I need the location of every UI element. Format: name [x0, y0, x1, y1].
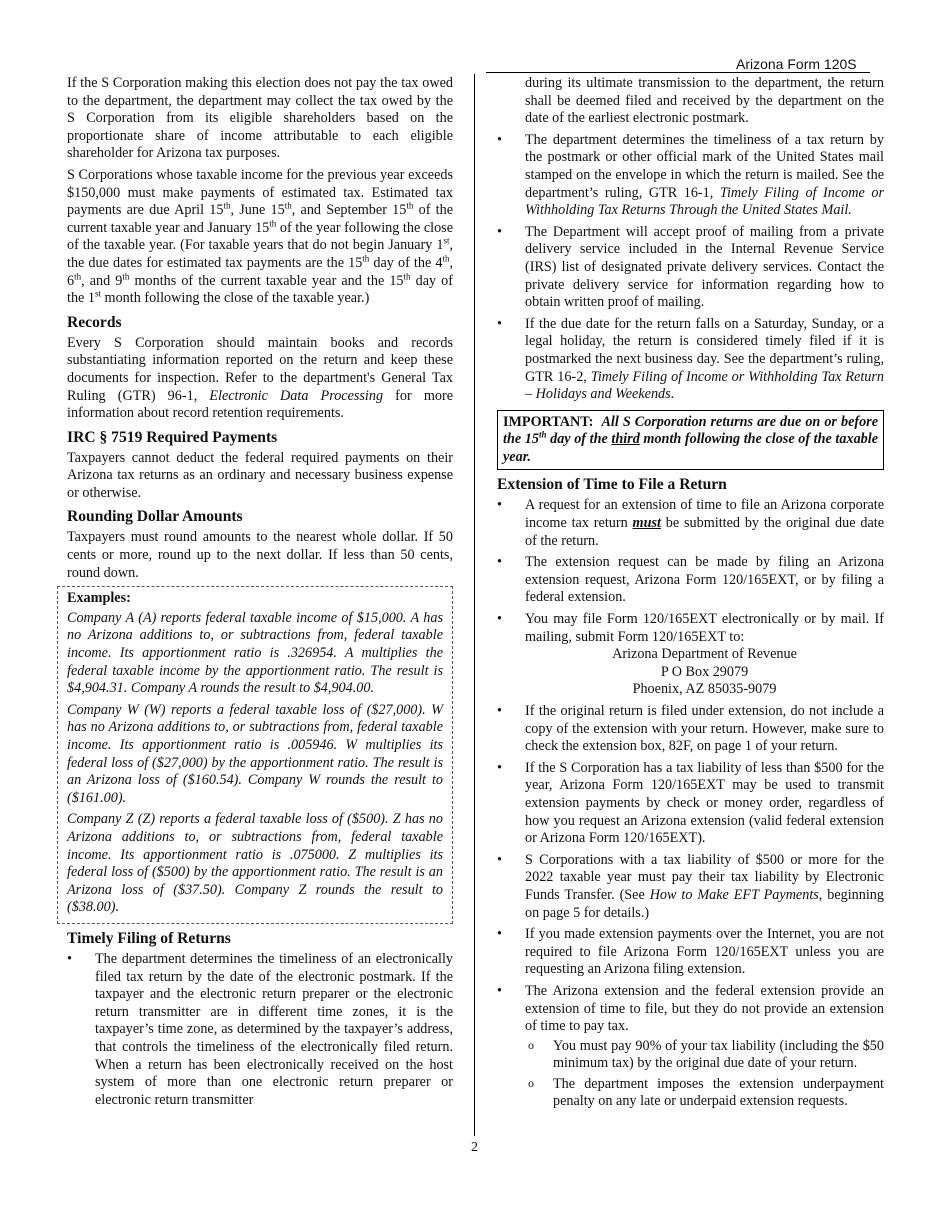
list-item-continuation: during its ultimate transmission to the department, the return shall be deemed filed and received by the department on the date of the earliest electronic postmark.: [525, 75, 884, 127]
page-number: 2: [471, 1140, 478, 1155]
examples-box: [57, 586, 453, 924]
rounding-heading: Rounding Dollar Amounts: [67, 508, 243, 526]
sub-list-item: o The department imposes the extension underpayment penalty on any late or underpaid extension requests.: [525, 1076, 884, 1111]
list-item: • You may file Form 120/165EXT electronically or by mail. If mailing, submit Form 120/165EXT to: Arizona Department of Revenue P O Box 29079 Phoenix, AZ 85035-9079: [497, 611, 884, 699]
list-item: • If the S Corporation has a tax liability of less than $500 for the year, Arizona Form 120/165EXT may be used to transmit extension payments by check or money order, regardless of how you request an Arizona extension (valid federal extension or Arizona Form 120/165EXT).: [497, 760, 884, 848]
records-paragraph: Every S Corporation should maintain books and records substantiating information reported on the return and keep these documents for inspection. Refer to the department's General Tax Ruling (GTR) 96-1, Electronic Data Processing for more information about record retention requirements.: [67, 334, 453, 422]
list-item: • The Arizona extension and the federal extension provide an extension of time to file, but they do not provide an extension of time to pay tax. o You must pay 90% of your tax liability (including the $50 minimum tax) by the original due date of your return. o The department imposes the extension underpayment penalty on any late or underpaid extension requests.: [497, 983, 884, 1111]
estimated-tax-paragraph: S Corporations whose taxable income for the previous year exceeds $150,000 must make payments of estimated tax. Estimated tax payments are due April 15th, June 15th, and September 15th of the current taxable year and January 15th of the year following the close of the taxable year. (For taxable years that do not begin January 1st, the due dates for estimated tax payments are the 15th day of the 4th, 6th, and 9th months of the current taxable year and the 15th day of the 1st month following the close of the taxable year.): [67, 166, 454, 307]
election-paragraph: If the S Corporation making this election does not pay the tax owed to the department, the department may collect the tax owed by the S Corporation from its eligible shareholders based on the proportionate share of income attributable to each eligible shareholder for Arizona tax purposes.: [67, 75, 453, 162]
list-item: • S Corporations with a tax liability of $500 or more for the 2022 taxable year must pay their tax liability by Electronic Funds Transfer. (See How to Make EFT Payments, beginning on page 5 for details.): [497, 852, 884, 922]
left-column: [67, 75, 453, 1113]
records-heading: Records: [67, 313, 122, 331]
list-item: • The department determines the timeliness of a tax return by the postmark or other official mark of the United States mail stamped on the envelope in which the return is mailed. See the department’s ruling, GTR 16-1, Timely Filing of Income or Withholding Tax Returns Through the United States Mail.: [497, 132, 884, 220]
list-item: • A request for an extension of time to file an Arizona corporate income tax return must be submitted by the original due date of the return.: [497, 497, 884, 550]
extension-sublist: [525, 1038, 884, 1111]
timely-filing-heading: Timely Filing of Returns: [67, 929, 231, 947]
sub-list-item: o You must pay 90% of your tax liability (including the $50 minimum tax) by the original due date of your return.: [525, 1038, 884, 1073]
example-company-a: Company A (A) reports federal taxable income of $15,000. A has no Arizona additions to, or subtractions from, federal taxable income. Its apportionment ratio is .326954. A multiplies the federal taxable income by the apportionment ratio. The result is $4,904.31. Company A rounds the result to $4,904.00.: [67, 609, 443, 697]
list-item: • If the due date for the return falls on a Saturday, Sunday, or a legal holiday, the return is considered timely filed if it is postmarked the next business day. See the department’s ruling, GTR 16-2, Timely Filing of Income or Withholding Tax Return – Holidays and Weekends.: [497, 316, 884, 404]
timely-filing-list-cont: [497, 132, 884, 404]
rounding-paragraph: Taxpayers must round amounts to the nearest whole dollar. If 50 cents or more, round up to the next dollar. If less than 50 cents, round down.: [67, 529, 453, 581]
examples-title: Examples:: [67, 590, 131, 607]
important-notice: IMPORTANT: All S Corporation returns are due on or before the 15th day of the third month following the close of the taxable year.: [497, 410, 884, 471]
example-company-z: Company Z (Z) reports a federal taxable loss of ($500). Z has no Arizona additions to, or subtractions from, federal taxable income. Its apportionment ratio is .075000. Z multiplies its federal loss of ($500) by the apportionment ratio. The result is an Arizona loss of ($37.50). Company Z rounds the result to ($38.00).: [67, 811, 443, 916]
example-company-w: Company W (W) reports a federal taxable loss of ($27,000). W has no Arizona additions to, or subtractions from, federal taxable income. Its apportionment ratio is .005946. W multiplies its federal loss of ($27,000) by the apportionment ratio. The result is an Arizona loss of ($160.54). Company W rounds the result to ($161.00).: [67, 701, 443, 806]
list-item: • The Department will accept proof of mailing from a private delivery service included in the Internal Revenue Service (IRS) list of designated private delivery services. Contact the private delivery service for information regarding how to obtain written proof of mailing.: [497, 224, 884, 312]
column-divider: [474, 74, 475, 1136]
header-rule: [486, 72, 870, 73]
irc-heading: IRC § 7519 Required Payments: [67, 428, 278, 446]
list-item: • The department determines the timeliness of an electronically filed tax return by the date of the electronic postmark. If the taxpayer and the electronic return preparer or the electronic return transmitter are in different time zones, it is the taxpayer’s time zone, as determined by the taxpayer’s address, that controls the timeliness of the electronically filed return. When a return has been electronically received on the host system of more than one electronic return preparer or electronic return transmitter: [67, 951, 453, 1109]
extension-list: [497, 497, 884, 1111]
irc-paragraph: Taxpayers cannot deduct the federal required payments on their Arizona tax returns as an ordinary and necessary business expense or otherwise.: [67, 449, 453, 501]
mailing-address: Arizona Department of Revenue P O Box 29079 Phoenix, AZ 85035-9079: [612, 646, 797, 698]
list-item: • If the original return is filed under extension, do not include a copy of the extension with your return. However, make sure to check the extension box, 82F, on page 1 of your return.: [497, 703, 884, 756]
list-item: • If you made extension payments over the Internet, you are not required to file Arizona Form 120/165EXT unless you are requesting an Arizona filing extension.: [497, 926, 884, 979]
list-item: • The extension request can be made by filing an Arizona extension request, Arizona Form 120/165EXT, or by filing a federal extension.: [497, 554, 884, 607]
right-column: [497, 75, 884, 1115]
timely-filing-list: [67, 951, 453, 1109]
extension-heading: Extension of Time to File a Return: [497, 476, 727, 494]
form-title: Arizona Form 120S: [736, 56, 857, 72]
